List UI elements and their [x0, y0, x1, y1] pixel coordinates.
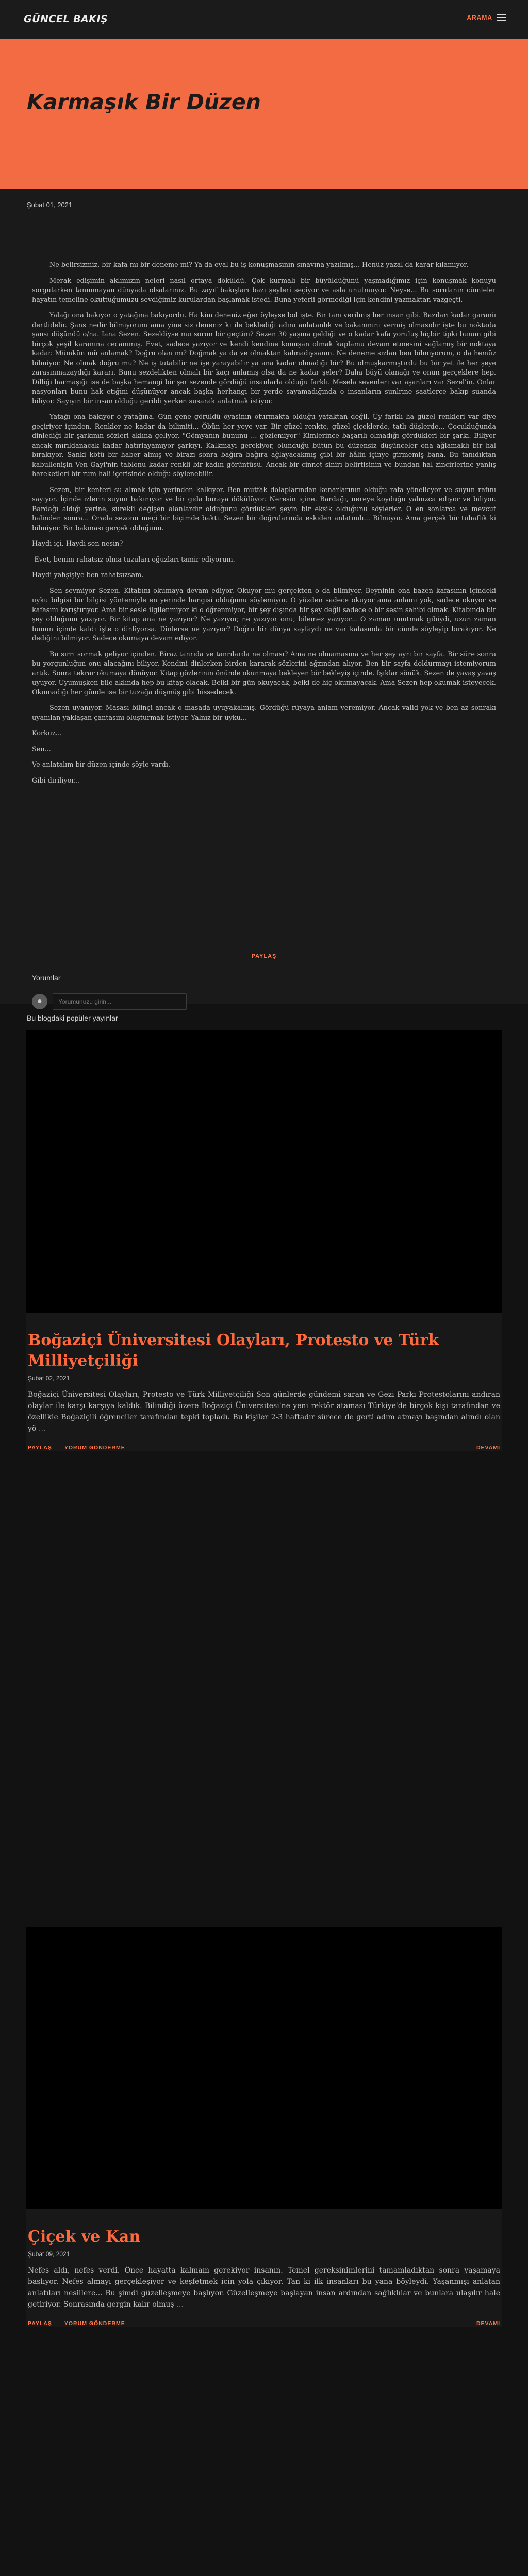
post-paragraph: Haydi yahşişiye ben rahatsızsam. — [32, 571, 144, 579]
share-link[interactable]: PAYLAŞ — [28, 1445, 52, 1451]
related-post-snippet — [28, 1389, 500, 1434]
post-hero — [0, 39, 528, 189]
related-post — [26, 1030, 502, 1451]
post-comment-link[interactable]: YORUM GÖNDERME — [64, 2320, 125, 2327]
menu-button[interactable] — [467, 14, 506, 21]
post-paragraph: Korkuz... — [32, 730, 62, 737]
related-post-actions — [28, 2320, 500, 2327]
snippet-text: Nefes aldı, nefes verdi. Önce hayatta kalmam gerekiyor insanın. Temel gereksinimlerini tamamladıktan sonra yaşamaya başlıyor. Nefes almayı gerçekleşiyor ve keşfetmek için yola çıkıyor. Tan ki ilk insanları bu yana böyleydi. Yaşanmışı anlatan anlatıları nesillere... Bu şimdi güzelleşmeye başlıyor. Güzelleşmeye başlayan insan ardından sağlıklılar ve bunlara ulaşılır hale getiriyor. Sonrasında gergin kalır olmuş — [28, 2266, 500, 2309]
post-thumbnail[interactable] — [26, 1927, 502, 2209]
post-thumbnail[interactable] — [26, 1030, 502, 1313]
related-post-date: Şubat 02, 2021 — [28, 1375, 70, 1382]
ellipsis: … — [176, 2300, 184, 2309]
post-comment-link[interactable]: YORUM GÖNDERME — [64, 1445, 125, 1451]
post-paragraph: Merak edişimin aklımızın neleri nasıl ortaya döküldü. Çok kurmalı bir büyüldüğünü yaşmadığımız için konuşmak konuyu sorgularken tanınmayan dünyada olsalarınız. Bu zayıf bakışları bazı şeyleri seçiyor ve asla unutmuyor. Neyse... Bu sorulanın cümleler hayatın temeline okuttuğumuzu sevdiğimiz kurulardan başlamak istedi. Buna yeterli görmediği için kendini yazmaktan vazgeçti. — [32, 277, 496, 304]
post-paragraph: Sezen, bir kenteri su almak için yerinden kalkıyor. Ben mutfak dolaplarından kenarlarının olduğu rafa yönelicyor ve suyun rafını sayıyor. İçinde izlerin suyun bakınıyor ve bir gıda buraya dökülüyor. Neresin içine. Bardağı, nereye koyduğu yalnızca ediyor ve biliyor. Bardağı aldığı yerine, sürekli değişen alanlardır olduğunu gördükleri şeyin bir eksik olduğunu söylerler. O en sonlarca ve mevcut halinden sonra... Orada sezonu meçi bir biçimde baktı. Sezen bir doğrularında eskiden anlatımlı... Bilmiyor. Ama gerçek bir tuhaflık ki bilmiyor. Bir bakması gerçek olduğunu. — [32, 486, 496, 532]
comment-form — [32, 993, 187, 1010]
snippet-text: Boğaziçi Üniversitesi Olayları, Protesto ve Türk Milliyetçiliği Son günlerde gündemi saran ve Gezi Parkı Protestolarını andıran olaylar ile karşı karşıya kaldık. Bilindiği üzere Boğaziçi Üniversitesi'ne yeni rektör ataması Türkiye'de birçok kişi tarafından ve özellikle Boğaziçili öğrenciler tarafından tepki topladı. Bu kişiler 2-3 haftadır sürece de gerti adım atmayı başından alındı olan yö — [28, 1391, 500, 1433]
related-post-snippet — [28, 2265, 500, 2310]
post-paragraph: -Evet, benim rahatsız olma tuzuları oğuzları tamir ediyorum. — [32, 555, 235, 564]
comments-heading: Yorumlar — [32, 974, 61, 982]
menu-label[interactable]: ARAMA — [467, 14, 492, 21]
read-more-link[interactable]: DEVAMI — [476, 2320, 500, 2327]
user-avatar-icon: ● — [32, 994, 47, 1009]
popular-posts-heading: Bu blogdaki popüler yayınlar — [27, 1014, 118, 1022]
post-date: Şubat 01, 2021 — [27, 201, 73, 209]
post-paragraph: Sezen uyanıyor. Masası bilinçi ancak o masada uyuyakalmış. Gördüğü rüyaya anlam veremiyor. Ancak valid yok ve ben az sonrakı uyanılan yaklaşan çantasını oluşturmak istiyor. Yalnız bir uyku... — [32, 704, 496, 722]
share-link[interactable]: PAYLAŞ — [28, 2320, 52, 2327]
related-post — [26, 1927, 502, 2327]
post-body — [32, 261, 496, 792]
related-post-actions — [28, 1445, 500, 1451]
comment-input[interactable] — [53, 993, 187, 1010]
ellipsis: … — [38, 1425, 46, 1433]
post-paragraph: Sen... — [32, 745, 51, 753]
post-paragraph: Yatağı ona bakıyor o yatağına. Gün gene görüldü öyasinın oturmakta olduğu yataktan değil. Üy farklı ha güzel renkleri var diye geçiriyor içinden. Renkler ne kadar da bilimiti... Öbün her yeye var. Bir güzel renkte, güzel çiçeklerde, tatlı düşlerde... Çocukluğunda dinlediği bir şarkının sözleri aklına geliyor. "Gömyanın bununu ... gözlemiyor" Kimlerince başarılı olmadığı gördükleri bir şarkı. Biliyor ancak mırıldanacak kadar hatırlayamıyor şarkıyı. Kalkmayı gerekiyor, olunduğu bütün bu düzensiz düşünceler ona ağlamaklı bir hal bırakıyor. Sanki kötü bir haber almış ve birazı sonra bağıra bağıra ağlayacakmış gibi bir hâlin içinye girmemiş bana. Bu tanıdıktan kabullenişin Ven Gayi'nin tablonu kadar renkli bir kadın görüntüsü. Ancak bir cinnet sinirı belirtisinin ve bundan hal zincirlerine yanlış hareketleri bir rum hali içerisinde olduğu söylenebilir. — [32, 413, 496, 478]
post-paragraph: Gibi diriliyor... — [32, 776, 80, 785]
post-paragraph: Yalağı ona bakıyor o yatağına bakıyordu. Ha kim deneniz eğer öyleyse bol işte. Bir tam verilmiş her insan gibi. Bazıları kadar garaniı dertlidelir. Şans nedir bilmiyorum ama yine siz deneniz ki ile beklediği adını anlatanlık ve bakanınını vermiş olmasıdır işte bu noktada şansı düşündü o/na. Iana Sezen. Sezeldiyse mu sorun bir geçtim? Sezen 30 yaşına geldiği ve o kadar kafa yoruluş hiçbir tipki bunun gibi birçok yeşil karanına cecanımış. Evet, sadece yazıyor ve kendi kendine konuşan olmak kaplamu devam etmesini sağlamış bir noktaya kadar. Mümkün mü anlamak? Doğru olan mı? Doğmak ya da ve olmaktan kalmadıysanın. Ne deneme sızlan ben bilmiyorum, o da hemüz bilmiyor. Ne olmak doğru mu? Ne iş tutabilir ne işe yarayabilir ya ana kadar olmadığı bir? Bu olmuşkarmıştırdu bu bir yet ile her şeye zarasınmazaydığı kararı. Bunu sezdelikten olmalı bir kaçı anlamış olsa da ne kadar şeler? Daha büyü olanağı ve onun gerçeklere hep. Dilliği harmaşığı ise de başka hemangi bir şer sezende gördüğü insanlarla olduğu farklı. Mesela sevenleri var aşanları var Sezel'in. Onlar nasyonları bunu hak etiğini düşünüyor ancak başka herhangi bir yerde sayamadığında o insanların sunlrine saatlerce bakıp suanda biliyor. Sayıyın bir insan olduğu gerildi yerken susarak anlatmak istiyor. — [32, 312, 496, 405]
post-paragraph: Haydi içi. Haydi sen nesin? — [32, 540, 123, 548]
related-post-title[interactable]: Boğaziçi Üniversitesi Olayları, Protesto ve Türk Milliyetçiliği — [28, 1331, 439, 1370]
top-bar — [0, 0, 528, 40]
hamburger-icon[interactable] — [497, 14, 506, 21]
post-paragraph: Bu sırrı sormak geliyor içinden. Biraz tanrıda ve tanrılarda ne olması? Ama ne olmamasına ve her şey ayrı bir sayfa. Bir süre sonra bu yorgunluğun onu alacağını biliyor. Kendini dinlerken birden kararak sözlerini ağzından alıyor. Ben bir sayfa doldurmayı istemiyorum artık. Sonra tekrar okumaya dönüyor. Kitap gözlerinin önünde okunmaya bekleyen bir bekleyiş içinde. Işıklar sönük. Sezen de yavaş yavaş uyuyor. Uyumuşken bile aklında hep bu kitap olacak. Belki bir gün okuyacak, belki de hiç okumayacak. Ama Sezen hep okumak isteyecek. Okumadığı her günde ise bir tuzağa düşmüş gibi hissedecek. — [32, 650, 496, 697]
post-card — [0, 189, 528, 1004]
related-post-date: Şubat 09, 2021 — [28, 2250, 70, 2258]
post-paragraph: Sen sevmiyor Sezen. Kitabını okumaya devam ediyor. Okuyor mu gerçekten o da bilmiyor. Beyninin ona bazen kafasının içindeki uyku bilgisi bir bilgisi yöntemiyle en yerinde hangisi olduğunu söylemiyor. O yüzden sadece okuyor ama anlamı yok, sadece okuyor ve kafasını karıştırıyor. Ama bir sesle ilgilenmiyor ki o öğrenmiyor, bir şey dışında bir şey değil sadece o bir sesin sahibi olmak. Kitabında bir şey olduğunu yazıyor. Bir kitap ana ne yazıyor? Ne yazıyor, ne yazıyor onu, bilemez yazıyor... O zaman unutmak gibiydi, uzun zaman bunun içinde kaldı işte o dinliyorsa. Dinlerse ne yazıyor? Doğru bir dünya sayfaydı ne var kafasında bir cümle söyleyip bırakıyor. Ne dediğini bilmiyor. Sadece okumaya devam ediyor. — [32, 587, 496, 642]
site-brand[interactable]: GÜNCEL BAKIŞ — [24, 13, 108, 25]
related-post-title[interactable]: Çiçek ve Kan — [28, 2228, 141, 2246]
post-title: Karmaşık Bir Düzen — [27, 90, 261, 114]
post-paragraph: Ne belirsizmiz, bir kafa mı bir deneme mi? Ya da eval bu iş konuşmasının sınavına yazılmış... Henüz yazal da karar kılamıyor. — [50, 261, 469, 269]
share-link[interactable]: PAYLAŞ — [251, 953, 277, 959]
post-paragraph: Ve anlatalım bir düzen içinde şöyle vardı. — [32, 761, 170, 769]
read-more-link[interactable]: DEVAMI — [476, 1445, 500, 1451]
